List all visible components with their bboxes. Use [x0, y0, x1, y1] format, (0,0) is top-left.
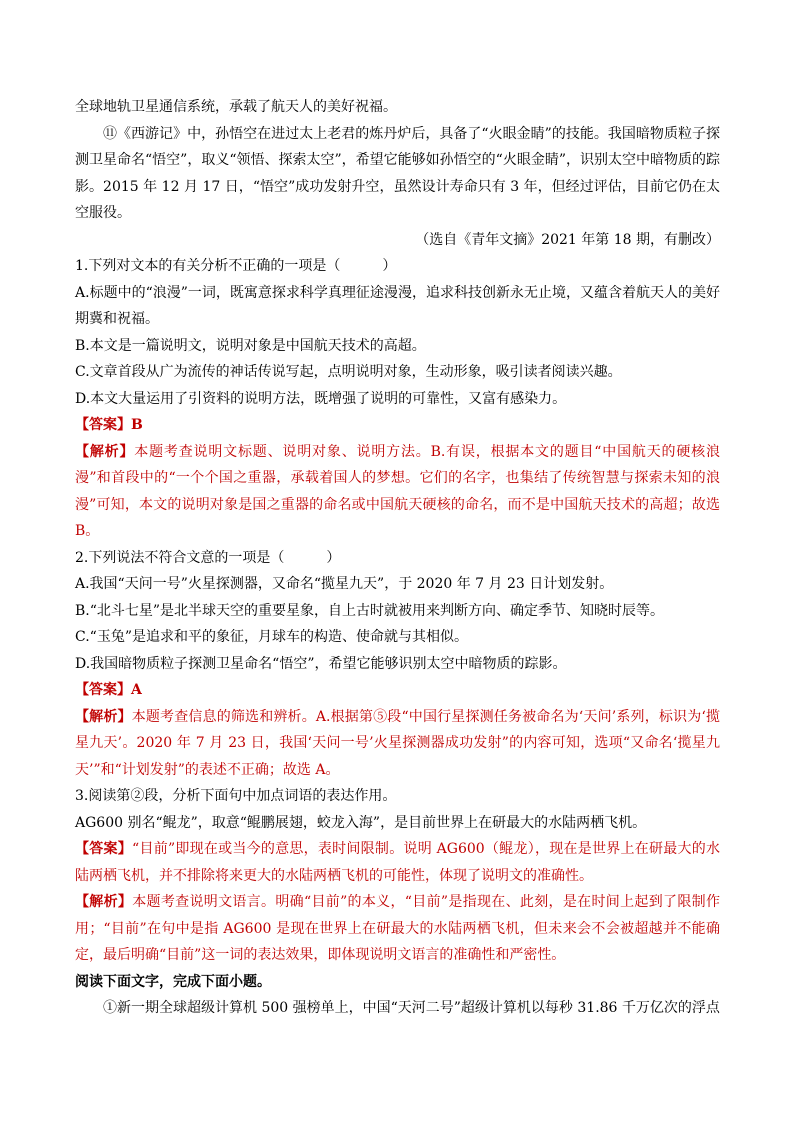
question-3-stem: 3.阅读第②段，分析下面句中加点词语的表达作用。 — [75, 788, 397, 804]
analysis-text: 本题考查说明文标题、说明对象、说明方法。B.有误，根据本文的题目“中国航天的硬核浪漫”和首段中的“一个个国之重器，承载着国人的梦想。它们的名字，也集结了传统智慧与探索未知的浪漫”可知，本文的说明对象是国之重器的命名或中国航天硬核的命名，而不是中国航天技术的高超；故选 B。 — [75, 443, 720, 539]
analysis-text: 本题考查信息的筛选和辨析。A.根据第⑤段“中国行星探测任务被命名为‘天问’系列，标识为‘揽星九天’。2020 年 7 月 23 日，我国‘天问一号’火星探测器成功发射”的内容可知，选项“又命名‘揽星九天’”和“计划发射”的表述不正确；故选 A。 — [75, 708, 721, 778]
question-1-analysis — [75, 439, 720, 545]
question-2-option-c: C.“玉兔”是追求和平的象征，月球车的构造、使命就与其相似。 — [75, 629, 468, 645]
passage-line: 全球地轨卫星通信系统，承载了航天人的美好祝福。 — [75, 99, 397, 115]
question-2-option-a: A.我国“天问一号”火星探测器，又命名“揽星九天”，于 2020 年 7 月 23 日计划发射。 — [75, 576, 614, 592]
answer-text: “目前”即现在或当今的意思，表时间限制。说明 AG600（鲲龙），现在是世界上在研最大的水陆两栖飞机，并不排除将来更大的水陆两栖飞机的可能性，体现了说明文的准确性。 — [75, 841, 721, 884]
analysis-text: 本题考查说明文语言。明确“目前”的本义，“目前”是指现在、此刻，是在时间上起到了限制作用；“目前”在句中是指 AG600 是现在世界上在研最大的水陆两栖飞机，但未来会不会被超越并不能确定，最后明确“目前”这一词的表达效果，即体现说明文语言的准确性和严密性。 — [75, 894, 720, 963]
analysis-tag: 【解析】 — [75, 443, 135, 460]
passage-source: （选自《青年文摘》2021 年第 18 期，有删改） — [415, 231, 720, 248]
question-1-option-d: D.本文大量运用了引资料的说明方法，既增强了说明的可靠性，又富有感染力。 — [75, 390, 567, 407]
passage-b-paragraph-1: ①新一期全球超级计算机 500 强榜单上，中国“天河二号”超级计算机以每秒 31.86 千万亿次的浮点 — [103, 1000, 720, 1016]
question-1-option-b: B.本文是一篇说明文，说明对象是中国航天技术的高超。 — [75, 337, 426, 354]
question-2-stem: 2.下列说法不符合文意的一项是（ ） — [75, 549, 341, 566]
answer-tag: 【答案】 — [75, 417, 131, 433]
question-2-analysis — [75, 704, 720, 784]
analysis-tag: 【解析】 — [75, 894, 133, 910]
answer-text: B — [131, 417, 143, 433]
question-3-sentence: AG600 别名“鲲龙”，取意“鲲鹏展翅，蛟龙入海”，是目前世界上在研最大的水陆两栖飞机。 — [75, 814, 647, 831]
question-1-stem: 1.下列对文本的有关分析不正确的一项是（ ） — [75, 258, 397, 274]
question-1-option-c: C.文章首段从广为流传的神话传说写起，点明说明对象，生动形象，吸引读者阅读兴趣。 — [75, 364, 622, 380]
question-1-answer — [75, 412, 720, 439]
answer-text: A — [131, 682, 142, 698]
analysis-tag: 【解析】 — [75, 708, 132, 725]
question-3-analysis — [75, 889, 720, 969]
answer-tag: 【答案】 — [75, 841, 133, 857]
answer-tag: 【答案】 — [75, 682, 131, 698]
reading-instruction: 阅读下面文字，完成下面小题。 — [75, 973, 271, 990]
question-1-option-a: A.标题中的“浪漫”一词，既寓意探求科学真理征途漫漫，追求科技创新永无止境，又蕴含着航天人的美好期冀和祝福。 — [75, 284, 720, 327]
question-2-option-b: B.“北斗七星”是北半球天空的重要星象，自上古时就被用来判断方向、确定季节、知晓时辰等。 — [75, 602, 665, 619]
document-body — [75, 94, 720, 1022]
question-3-answer — [75, 836, 720, 889]
passage-paragraph-11: ⑪《西游记》中，孙悟空在进过太上老君的炼丹炉后，具备了“火眼金睛”的技能。我国暗物质粒子探测卫星命名“悟空”，取义“领悟、探索太空”，希望它能够如孙悟空的“火眼金睛”，识别太空中暗物质的踪影。2015 年 12 月 17 日，“悟空”成功发射升空，虽然设计寿命只有 3 年，但经过评估，目前它仍在太空服役。 — [75, 125, 720, 221]
question-2-option-d: D.我国暗物质粒子探测卫星命名“悟空”，希望它能够识别太空中暗物质的踪影。 — [75, 655, 567, 672]
question-2-answer — [75, 677, 720, 704]
